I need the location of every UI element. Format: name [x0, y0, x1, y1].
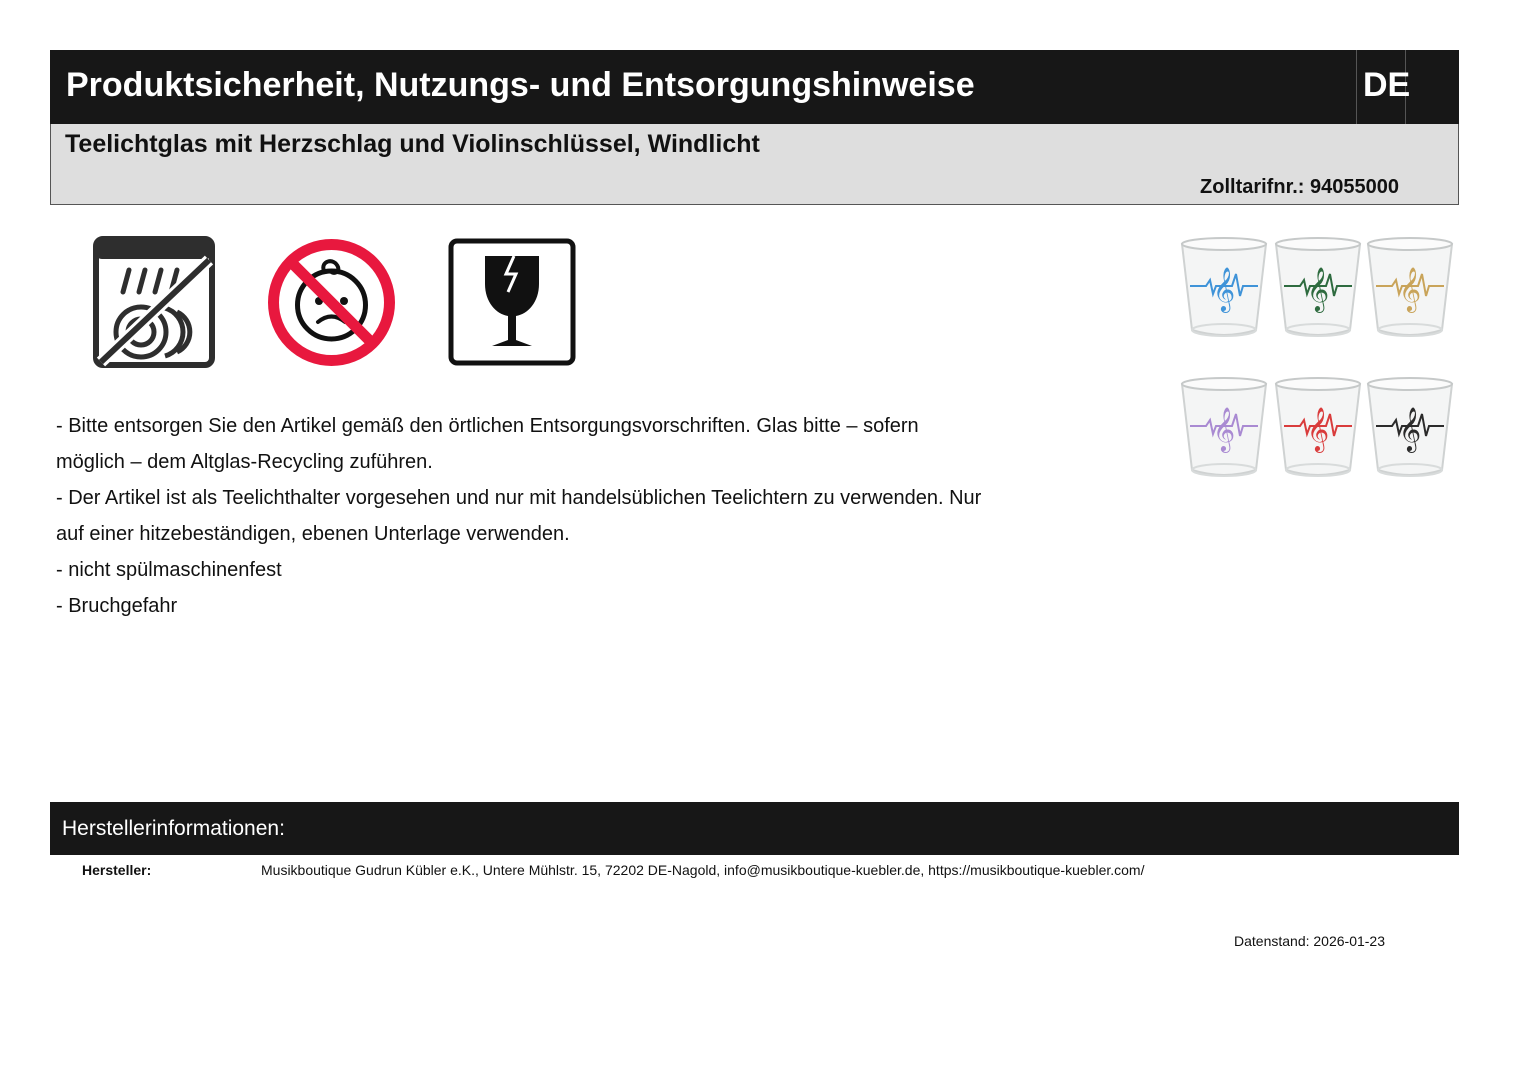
- manufacturer-section-title: Herstellerinformationen:: [62, 817, 285, 840]
- tealight-glass: [1368, 238, 1452, 336]
- tealight-glass: [1182, 378, 1266, 476]
- treble-clef-icon: 𝄞: [1398, 267, 1422, 311]
- language-box: [1356, 50, 1411, 124]
- treble-clef-icon: 𝄞: [1212, 407, 1236, 451]
- hint-line: möglich – dem Altglas-Recycling zuführen.: [56, 451, 433, 473]
- treble-clef-icon: 𝄞: [1398, 407, 1422, 451]
- product-bar: [50, 124, 1459, 205]
- manufacturer-label: Hersteller:: [82, 862, 152, 878]
- hint-line: - Bruchgefahr: [56, 595, 178, 617]
- treble-clef-icon: 𝄞: [1306, 407, 1330, 451]
- tealight-glass: [1182, 238, 1266, 336]
- product-name: Teelichtglas mit Herzschlag und Violinschlüssel, Windlicht: [65, 130, 760, 158]
- manufacturer-section-header: [50, 802, 1459, 855]
- treble-clef-icon: 𝄞: [1306, 267, 1330, 311]
- customs-tariff-number: Zolltarifnr.: 94055000: [1200, 176, 1399, 198]
- header-bar: [50, 50, 1459, 124]
- fragile-icon: [448, 238, 576, 366]
- tealight-glass: [1368, 378, 1452, 476]
- product-image-glasses: [1178, 234, 1458, 479]
- page-title: Produktsicherheit, Nutzungs- und Entsorgungshinweise: [66, 66, 975, 104]
- data-date: Datenstand: 2026-01-23: [1234, 933, 1385, 949]
- hint-line: - nicht spülmaschinenfest: [56, 559, 282, 581]
- tealight-glass: [1276, 238, 1360, 336]
- not-dishwasher-safe-icon: [93, 236, 215, 368]
- hint-line: - Der Artikel ist als Teelichthalter vorgesehen und nur mit handelsüblichen Teelichtern zu verwenden. Nur: [56, 487, 982, 509]
- treble-clef-icon: 𝄞: [1212, 267, 1236, 311]
- hint-line: auf einer hitzebeständigen, ebenen Unterlage verwenden.: [56, 523, 570, 545]
- not-for-children-icon: [266, 237, 397, 368]
- tealight-glass: [1276, 378, 1360, 476]
- hint-line: - Bitte entsorgen Sie den Artikel gemäß den örtlichen Entsorgungsvorschriften. Glas bitte – sofern: [56, 415, 919, 437]
- language-code: DE: [1363, 66, 1411, 104]
- manufacturer-details: Musikboutique Gudrun Kübler e.K., Untere Mühlstr. 15, 72202 DE-Nagold, info@musikboutique-kuebler.de, https://musikboutique-kuebler.com/: [261, 862, 1145, 878]
- safety-hints: [56, 408, 1106, 624]
